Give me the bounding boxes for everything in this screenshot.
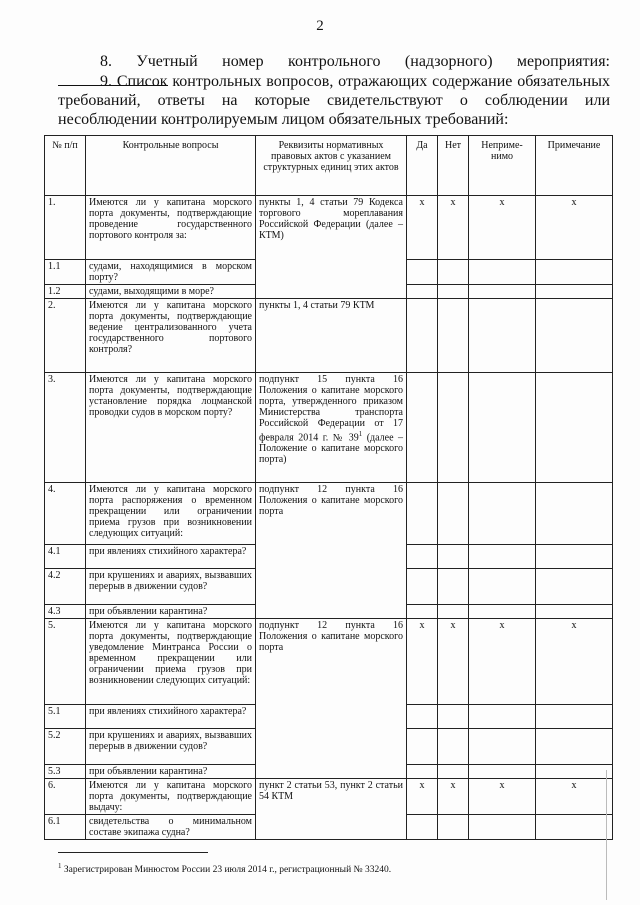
- row-question: при объявлении карантина?: [86, 765, 256, 779]
- row-question: при явлениях стихийного характера?: [86, 545, 256, 569]
- note-cell[interactable]: x: [536, 196, 613, 260]
- note-cell[interactable]: [536, 815, 613, 840]
- row-question: при объявлении карантина?: [86, 605, 256, 619]
- table-row: [45, 779, 613, 815]
- header-yes: Да: [407, 136, 438, 196]
- answer-na-cell[interactable]: [469, 605, 536, 619]
- scan-edge-line: [606, 770, 607, 900]
- note-cell[interactable]: [536, 260, 613, 285]
- row-question: Имеются ли у капитана морского порта документы, подтверждающие установление порядка лоцманской проводки судов в морском порту?: [86, 373, 256, 483]
- answer-no-cell[interactable]: x: [438, 196, 469, 260]
- row-question: судами, выходящими в море?: [86, 285, 256, 299]
- answer-yes-cell[interactable]: [407, 729, 438, 765]
- answer-na-cell[interactable]: x: [469, 196, 536, 260]
- answer-na-cell[interactable]: [469, 705, 536, 729]
- note-cell[interactable]: [536, 545, 613, 569]
- table-row: [45, 373, 613, 483]
- footnote-separator: [58, 852, 208, 853]
- page-number: 2: [316, 18, 324, 34]
- answer-na-cell[interactable]: [469, 373, 536, 483]
- row-num: 4.2: [45, 569, 86, 605]
- answer-na-cell[interactable]: [469, 299, 536, 373]
- answer-no-cell[interactable]: [438, 729, 469, 765]
- row-num: 1.2: [45, 285, 86, 299]
- row-question: при крушениях и авариях, вызвавших перерыв в движении судов?: [86, 569, 256, 605]
- row-question: Имеются ли у капитана морского порта распоряжения о временном прекращении или ограничении приема грузов при возникновении следующих ситуаций:: [86, 483, 256, 545]
- row-num: 3.: [45, 373, 86, 483]
- row-num: 5.: [45, 619, 86, 705]
- header-note: Примечание: [536, 136, 613, 196]
- item-9-line-2: требований, ответы на которые свидетельствуют о соблюдении или: [58, 92, 610, 109]
- row-question: Имеются ли у капитана морского порта документы, подтверждающие выдачу:: [86, 779, 256, 815]
- row-refs: пункты 1, 4 статьи 79 Кодекса торгового мореплавания Российской Федерации (далее – КТМ): [256, 196, 407, 299]
- answer-na-cell[interactable]: x: [469, 779, 536, 815]
- answer-na-cell[interactable]: [469, 260, 536, 285]
- footnote-ref: 1: [358, 430, 363, 438]
- answer-yes-cell[interactable]: x: [407, 196, 438, 260]
- answer-no-cell[interactable]: [438, 569, 469, 605]
- table-row: [45, 619, 613, 705]
- note-cell[interactable]: [536, 299, 613, 373]
- answer-no-cell[interactable]: [438, 483, 469, 545]
- table-row: [45, 196, 613, 260]
- row-question: Имеются ли у капитана морского порта документы, подтверждающие ведение централизованного учета государственного портового контроля?: [86, 299, 256, 373]
- header-num: № п/п: [45, 136, 86, 196]
- note-cell[interactable]: [536, 373, 613, 483]
- answer-na-cell[interactable]: [469, 765, 536, 779]
- answer-no-cell[interactable]: [438, 705, 469, 729]
- row-num: 5.2: [45, 729, 86, 765]
- footnote: [58, 862, 618, 875]
- answer-yes-cell[interactable]: [407, 299, 438, 373]
- answer-na-cell[interactable]: [469, 545, 536, 569]
- row-refs: пункт 2 статьи 53, пункт 2 статьи 54 КТМ: [256, 779, 407, 840]
- row-question: судами, находящимися в морском порту?: [86, 260, 256, 285]
- checklist-table: [44, 135, 613, 840]
- note-cell[interactable]: [536, 765, 613, 779]
- note-cell[interactable]: x: [536, 779, 613, 815]
- row-num: 1.1: [45, 260, 86, 285]
- answer-na-cell[interactable]: [469, 729, 536, 765]
- answer-na-cell[interactable]: [469, 483, 536, 545]
- refs-text: подпункт 15 пункта 16 Положения о капитане морского порта, утвержденного приказом Министерства транспорта Российской Федерации от 17 февраля 2014 г. № 39: [259, 374, 403, 444]
- answer-yes-cell[interactable]: [407, 605, 438, 619]
- answer-no-cell[interactable]: [438, 299, 469, 373]
- note-cell[interactable]: [536, 729, 613, 765]
- table-row: [45, 483, 613, 545]
- answer-no-cell[interactable]: [438, 545, 469, 569]
- answer-na-cell[interactable]: [469, 285, 536, 299]
- footnote-marker: 1: [58, 862, 62, 870]
- footnote-text: Зарегистрирован Минюстом России 23 июля 2014 г., регистрационный № 33240.: [61, 865, 392, 876]
- answer-no-cell[interactable]: x: [438, 619, 469, 705]
- row-num: 6.: [45, 779, 86, 815]
- row-refs: подпункт 12 пункта 16 Положения о капитане морского порта: [256, 619, 407, 779]
- answer-no-cell[interactable]: [438, 765, 469, 779]
- note-cell[interactable]: [536, 605, 613, 619]
- item-9-line-1: 9. Список контрольных вопросов, отражающих содержание обязательных: [100, 73, 610, 90]
- answer-no-cell[interactable]: [438, 285, 469, 299]
- answer-na-cell[interactable]: x: [469, 619, 536, 705]
- row-refs: пункты 1, 4 статьи 79 КТМ: [256, 299, 407, 373]
- answer-yes-cell[interactable]: [407, 765, 438, 779]
- answer-na-cell[interactable]: [469, 815, 536, 840]
- header-na: Неприме-нимо: [469, 136, 536, 196]
- row-question: при явлениях стихийного характера?: [86, 705, 256, 729]
- answer-no-cell[interactable]: [438, 815, 469, 840]
- table-row: [45, 299, 613, 373]
- answer-yes-cell[interactable]: [407, 260, 438, 285]
- row-refs: [256, 373, 407, 483]
- answer-yes-cell[interactable]: [407, 705, 438, 729]
- header-refs: Реквизиты нормативных правовых актов с указанием структурных единиц этих актов: [256, 136, 407, 196]
- row-refs: подпункт 12 пункта 16 Положения о капитане морского порта: [256, 483, 407, 619]
- note-cell[interactable]: [536, 705, 613, 729]
- answer-yes-cell[interactable]: [407, 569, 438, 605]
- row-num: 2.: [45, 299, 86, 373]
- item-8-text: 8. Учетный номер контрольного (надзорного) мероприятия:: [100, 53, 610, 70]
- answer-yes-cell[interactable]: [407, 285, 438, 299]
- row-question: Имеются ли у капитана морского порта документы, подтверждающие уведомление Минтранса России о временном прекращении или ограничении приема грузов при возникновении следующих ситуаций:: [86, 619, 256, 705]
- note-cell[interactable]: [536, 569, 613, 605]
- row-num: 4.3: [45, 605, 86, 619]
- header-question: Контрольные вопросы: [86, 136, 256, 196]
- answer-yes-cell[interactable]: [407, 483, 438, 545]
- answer-na-cell[interactable]: [469, 569, 536, 605]
- row-question: свидетельства о минимальном составе экипажа судна?: [86, 815, 256, 840]
- note-cell[interactable]: [536, 285, 613, 299]
- item-9-line-3: несоблюдении контролируемым лицом обязательных требований:: [58, 111, 509, 128]
- answer-no-cell[interactable]: [438, 605, 469, 619]
- row-num: 5.3: [45, 765, 86, 779]
- header-no: Нет: [438, 136, 469, 196]
- row-num: 1.: [45, 196, 86, 260]
- answer-yes-cell[interactable]: x: [407, 779, 438, 815]
- row-num: 4.1: [45, 545, 86, 569]
- answer-yes-cell[interactable]: [407, 545, 438, 569]
- answer-no-cell[interactable]: [438, 373, 469, 483]
- refs-tail: (далее – Положение о капитане морского порта): [259, 432, 404, 466]
- note-cell[interactable]: [536, 483, 613, 545]
- table-header-row: [45, 136, 613, 196]
- note-cell[interactable]: x: [536, 619, 613, 705]
- row-num: 5.1: [45, 705, 86, 729]
- row-num: 6.1: [45, 815, 86, 840]
- row-question: при крушениях и авариях, вызвавших перерыв в движении судов?: [86, 729, 256, 765]
- row-question: Имеются ли у капитана морского порта документы, подтверждающие проведение государственного портового контроля за:: [86, 196, 256, 260]
- answer-yes-cell[interactable]: [407, 373, 438, 483]
- row-num: 4.: [45, 483, 86, 545]
- answer-yes-cell[interactable]: x: [407, 619, 438, 705]
- answer-no-cell[interactable]: x: [438, 779, 469, 815]
- answer-no-cell[interactable]: [438, 260, 469, 285]
- answer-yes-cell[interactable]: [407, 815, 438, 840]
